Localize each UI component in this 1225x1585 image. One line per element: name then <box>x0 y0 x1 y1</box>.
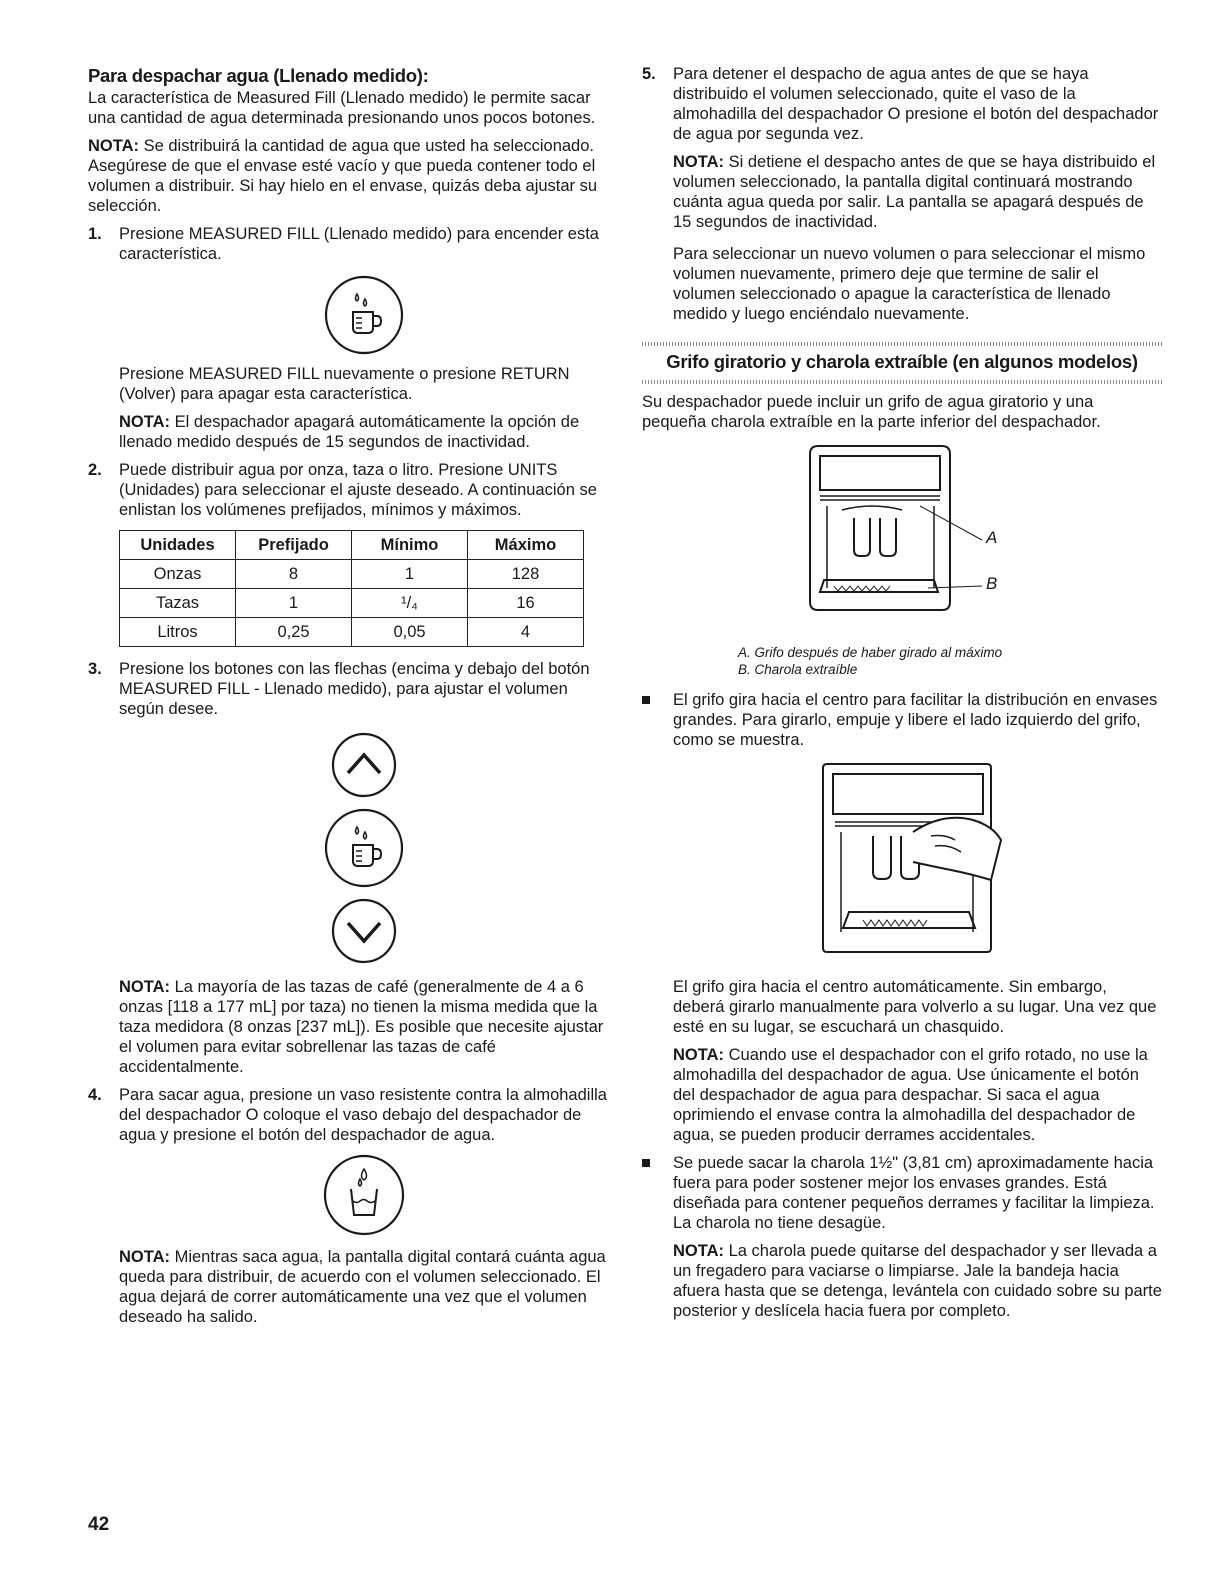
note-label: NOTA: <box>673 153 725 171</box>
step-number: 4. <box>88 1086 102 1104</box>
rotated-spout-drawing <box>813 762 1013 962</box>
note-text: El despachador apagará automáticamente la opción de llenado medido después de 15 segundos de inactividad. <box>119 413 580 451</box>
table-header-row <box>120 531 584 560</box>
table-row <box>120 589 584 618</box>
table-cell: 16 <box>468 589 584 618</box>
step-text-continued: Presione MEASURED FILL nuevamente o presione RETURN (Volver) para apagar esta característica. <box>119 365 570 403</box>
step-number: 1. <box>88 225 102 243</box>
hatch-rule <box>642 380 1162 384</box>
measured-fill-cup-icon <box>119 807 608 889</box>
table-cell: 1 <box>352 560 468 589</box>
table-row <box>120 618 584 647</box>
arrow-up-icon <box>119 731 608 799</box>
table-header: Máximo <box>468 531 584 560</box>
rotated-spout-illustration <box>813 762 1162 967</box>
step-5 <box>642 64 1162 324</box>
step-2 <box>88 460 608 647</box>
table-cell: Onzas <box>120 560 236 589</box>
bullet-text-continued: El grifo gira hacia el centro automáticamente. Sin embargo, deberá girarlo manualmente para volverlo a su lugar. Una vez que esté en su lugar, se escuchará un chasquido. <box>673 978 1157 1036</box>
hatch-rule <box>642 342 1162 346</box>
bullet-2 <box>642 1153 1162 1321</box>
section-heading-swivel-spout: Grifo giratorio y charola extraíble (en algunos modelos) <box>666 351 1138 372</box>
bullet-1 <box>642 690 1162 1145</box>
note-label: NOTA: <box>673 1046 725 1064</box>
intro-paragraph: La característica de Measured Fill (Llenado medido) le permite sacar una cantidad de agua determinada presionando unos pocos botones. <box>88 89 596 127</box>
label-b: B <box>986 574 998 593</box>
note-4 <box>119 1247 608 1327</box>
note-7 <box>673 1241 1162 1321</box>
page-number: 42 <box>88 1514 110 1535</box>
step-text: Presione MEASURED FILL (Llenado medido) para encender esta característica. <box>119 225 599 263</box>
note-label: NOTA: <box>119 978 171 996</box>
step-text: Para detener el despacho de agua antes de que se haya distribuido el volumen seleccionado, quite el vaso de la almohadilla del despachador O presione el botón del despachador de agua por segunda vez. <box>673 65 1159 143</box>
step-number: 2. <box>88 461 102 479</box>
step-text: Puede distribuir agua por onza, taza o litro. Presione UNITS (Unidades) para seleccionar el ajuste deseado. A continuación se enlistan los volúmenes prefijados, mínimos y máximos. <box>119 461 597 519</box>
table-cell: 8 <box>236 560 352 589</box>
step-number: 3. <box>88 660 102 678</box>
bullet-text: Se puede sacar la charola 1½" (3,81 cm) aproximadamente hacia fuera para poder sostener mejor los envases grandes. Está diseñada para contener pequeños derrames y facilitar la limpieza. La charola no tiene desagüe. <box>673 1154 1155 1232</box>
section-intro: Su despachador puede incluir un grifo de agua giratorio y una pequeña charola extraíble en la parte inferior del despachador. <box>642 393 1101 431</box>
section-heading-measured-fill: Para despachar agua (Llenado medido): <box>88 65 429 86</box>
note-6 <box>673 1045 1162 1145</box>
water-glass-icon <box>119 1153 608 1237</box>
step-3 <box>88 659 608 1077</box>
note-text: La mayoría de las tazas de café (generalmente de 4 a 6 onzas [118 a 177 mL] por taza) no tienen la misma medida que la taza medidora (8 onzas [237 mL]). Es posible que necesite ajustar el volumen para evitar sobrellenar las tazas de café accidentalmente. <box>119 978 604 1076</box>
caption-b: B. Charola extraíble <box>738 662 858 677</box>
note-text: La charola puede quitarse del despachador y ser llevada a un fregadero para vaciarse o limpiarse. Jale la bandeja hacia afuera hasta que se detenga, levántela con cuidado sobre su parte posterior y deslícela hacia fuera por completo. <box>673 1242 1162 1320</box>
note-2 <box>119 412 608 452</box>
step-4 <box>88 1085 608 1327</box>
measured-fill-cup-icon <box>119 274 608 356</box>
bullet-square-icon <box>642 1159 650 1167</box>
note-1 <box>88 136 608 216</box>
left-column <box>88 64 608 1327</box>
table-header: Prefijado <box>236 531 352 560</box>
note-label: NOTA: <box>88 137 140 155</box>
table-header: Unidades <box>120 531 236 560</box>
table-cell: Tazas <box>120 589 236 618</box>
table-cell: ¹/₄ <box>352 589 468 618</box>
note-label: NOTA: <box>119 1248 171 1266</box>
note-text: Si detiene el despacho antes de que se haya distribuido el volumen seleccionado, la pantalla digital continuará mostrando cuánta agua queda por salir. La pantalla se apagará después de 15 segundos de inactividad. <box>673 153 1156 231</box>
dispenser-drawing <box>642 440 1162 640</box>
note-label: NOTA: <box>673 1242 725 1260</box>
arrow-down-icon <box>119 897 608 965</box>
note-text: Cuando use el despachador con el grifo rotado, no use la almohadilla del despachador de agua. Use únicamente el botón del despachador de agua para despachar. Si saca el agua oprimiendo el envase contra la almohadilla del despachador de agua, se pueden producir derrames accidentales. <box>673 1046 1148 1144</box>
table-header: Mínimo <box>352 531 468 560</box>
dispenser-illustration <box>642 440 1162 640</box>
bullet-square-icon <box>642 696 650 704</box>
note-3 <box>119 977 608 1077</box>
volume-table <box>119 530 584 647</box>
table-cell: 128 <box>468 560 584 589</box>
table-row <box>120 560 584 589</box>
table-cell: 0,25 <box>236 618 352 647</box>
label-a: A <box>986 528 998 547</box>
note-label: NOTA: <box>119 413 171 431</box>
right-column <box>642 64 1162 1321</box>
note-text: Mientras saca agua, la pantalla digital contará cuánta agua queda para distribuir, de acuerdo con el volumen seleccionado. El agua dejará de correr automáticamente una vez que el volumen deseado ha salido. <box>119 1248 606 1326</box>
table-cell: 4 <box>468 618 584 647</box>
section-banner <box>642 342 1162 384</box>
bullet-text: El grifo gira hacia el centro para facilitar la distribución en envases grandes. Para girarlo, empuje y libere el lado izquierdo del grifo, como se muestra. <box>673 691 1158 749</box>
caption-a: A. Grifo después de haber girado al máximo <box>738 645 1003 660</box>
step-text-extra: Para seleccionar un nuevo volumen o para seleccionar el mismo volumen nuevamente, primero deje que termine de salir el volumen seleccionado o apague la característica de llenado medido y luego enciéndalo nuevamente. <box>673 245 1146 323</box>
note-5 <box>673 152 1162 232</box>
step-text: Para sacar agua, presione un vaso resistente contra la almohadilla del despachador O coloque el vaso debajo del despachador de agua y presione el botón del despachador de agua. <box>119 1086 607 1144</box>
table-cell: Litros <box>120 618 236 647</box>
step-number: 5. <box>642 65 656 83</box>
table-cell: 0,05 <box>352 618 468 647</box>
step-1 <box>88 224 608 452</box>
note-text: Se distribuirá la cantidad de agua que usted ha seleccionado. Asegúrese de que el envase esté vacío y que pueda contener todo el volumen a distribuir. Si hay hielo en el envase, quizás deba ajustar su selección. <box>88 137 598 215</box>
step-text: Presione los botones con las flechas (encima y debajo del botón MEASURED FILL - Llenado medido), para ajustar el volumen según desee. <box>119 660 590 718</box>
table-cell: 1 <box>236 589 352 618</box>
